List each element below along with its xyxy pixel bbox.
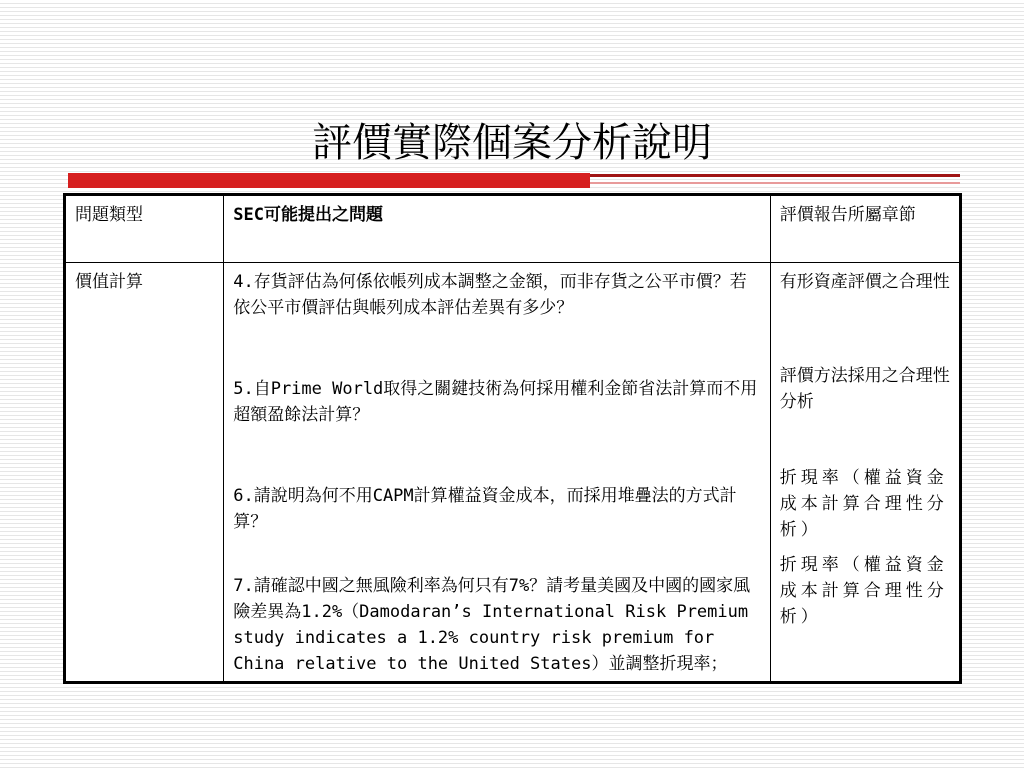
table-row (65, 263, 961, 683)
chapter-4: 有形資產評價之合理性 (779, 272, 950, 292)
title-underline-dark (590, 174, 960, 177)
header-sec-questions: SEC可能提出之問題 (224, 195, 771, 263)
header-report-chapter: 評價報告所屬章節 (770, 195, 960, 263)
header-question-type: 問題類型 (65, 195, 224, 263)
slide-title: 評價實際個案分析說明 (312, 120, 712, 166)
chapter-7: 折現率（權益資金成本計算合理性分析） (779, 555, 948, 627)
category-cell: 價值計算 (65, 263, 224, 683)
title-underline-light (590, 182, 960, 184)
chapters-cell (770, 263, 960, 683)
question-5: 5.自Prime World取得之關鍵技術為何採用權利金節省法計算而不用超額盈餘法計算？ (233, 379, 758, 425)
title-underline-red (68, 173, 590, 188)
sec-question-table (63, 193, 962, 684)
question-7: 7.請確認中國之無風險利率為何只有7%？請考量美國及中國的國家風險差異為1.2%（Damodaran’s International Risk Premium study indicates a 1.2% country risk premium for China relative to the United States）並調整折現率； (233, 576, 751, 674)
chapter-5: 評價方法採用之合理性分析 (779, 366, 950, 412)
questions-cell (224, 263, 771, 683)
table-header-row (65, 195, 961, 263)
chapter-6: 折現率（權益資金成本計算合理性分析） (779, 468, 948, 540)
question-6: 6.請說明為何不用CAPM計算權益資金成本，而採用堆疊法的方式計算？ (233, 486, 737, 532)
question-4: 4.存貨評估為何係依帳列成本調整之金額，而非存貨之公平市價？若依公平市價評估與帳列成本評估差異有多少？ (233, 272, 747, 318)
